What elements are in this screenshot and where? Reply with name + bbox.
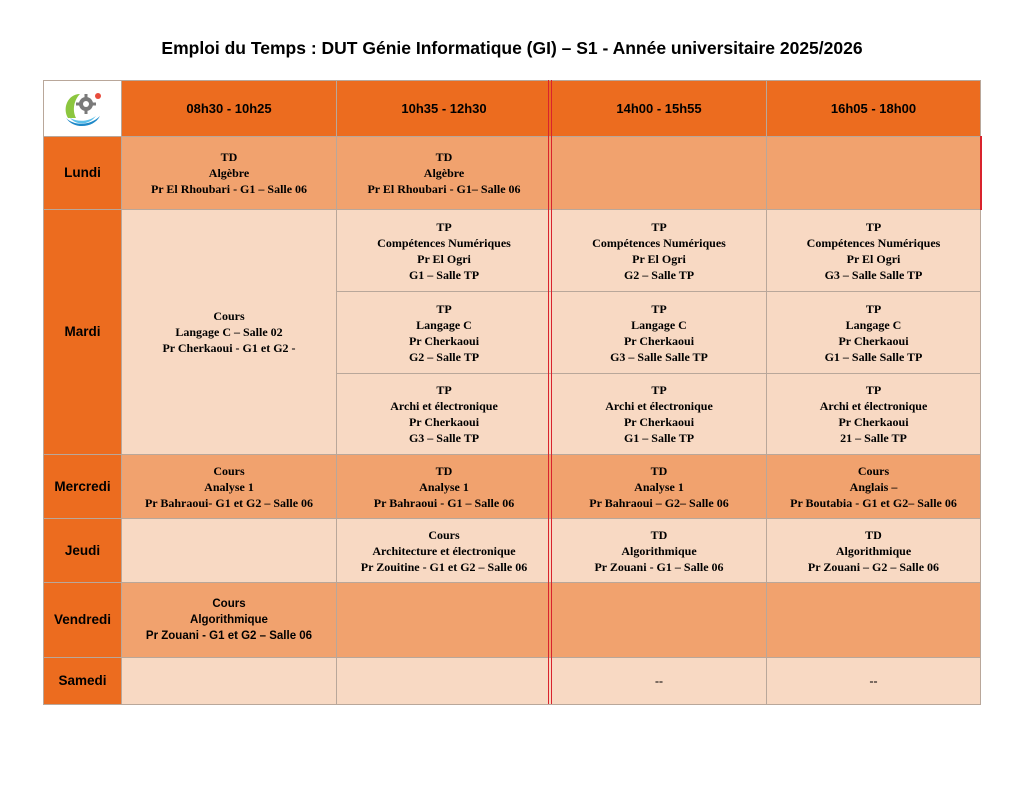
session-mardi-2-b: TP Langage C Pr Cherkaoui G2 – Salle TP [337, 292, 552, 374]
session-mardi-2-c: TP Archi et électronique Pr Cherkaoui G3 – Salle TP [337, 374, 552, 455]
session-mardi-2-a: TP Compétences Numériques Pr El Ogri G1 – Salle TP [337, 210, 552, 292]
session-samedi-3: -- [552, 658, 767, 705]
timetable [43, 80, 981, 705]
day-mercredi: Mercredi [44, 455, 122, 519]
day-jeudi: Jeudi [44, 519, 122, 583]
session-jeudi-1 [122, 519, 337, 583]
session-samedi-4: -- [767, 658, 981, 705]
afternoon-separator-line [548, 80, 549, 704]
session-jeudi-3: TD Algorithmique Pr Zouani - G1 – Salle 06 [552, 519, 767, 583]
session-samedi-1 [122, 658, 337, 705]
session-mercredi-4: Cours Anglais – Pr Boutabia - G1 et G2– Salle 06 [767, 455, 981, 519]
session-jeudi-2: Cours Architecture et électronique Pr Zouitine - G1 et G2 – Salle 06 [337, 519, 552, 583]
session-vendredi-4 [767, 583, 981, 658]
session-lundi-3 [552, 137, 767, 210]
time-slot-3: 14h00 - 15h55 [552, 81, 767, 137]
session-mardi-4-b: TP Langage C Pr Cherkaoui G1 – Salle Salle TP [767, 292, 981, 374]
session-mardi-4-c: TP Archi et électronique Pr Cherkaoui 21 – Salle TP [767, 374, 981, 455]
session-mardi-3-b: TP Langage C Pr Cherkaoui G3 – Salle Salle TP [552, 292, 767, 374]
session-mardi-3-c: TP Archi et électronique Pr Cherkaoui G1 – Salle TP [552, 374, 767, 455]
session-samedi-2 [337, 658, 552, 705]
session-mercredi-3: TD Analyse 1 Pr Bahraoui – G2– Salle 06 [552, 455, 767, 519]
page-title: Emploi du Temps : DUT Génie Informatique (GI) – S1 - Année universitaire 2025/2026 [161, 38, 863, 58]
time-slot-4: 16h05 - 18h00 [767, 81, 981, 137]
day-mardi: Mardi [44, 210, 122, 455]
session-mardi-3-a: TP Compétences Numériques Pr El Ogri G2 – Salle TP [552, 210, 767, 292]
session-vendredi-1: Cours Algorithmique Pr Zouani - G1 et G2 – Salle 06 [122, 583, 337, 658]
afternoon-separator-line-2 [551, 80, 552, 704]
session-mardi-1: Cours Langage C – Salle 02 Pr Cherkaoui - G1 et G2 - [122, 210, 337, 455]
session-lundi-2: TD Algèbre Pr El Rhoubari - G1– Salle 06 [337, 137, 552, 210]
lundi-right-edge-line [980, 136, 982, 210]
session-lundi-4 [767, 137, 981, 210]
session-lundi-1: TD Algèbre Pr El Rhoubari - G1 – Salle 06 [122, 137, 337, 210]
day-samedi: Samedi [44, 658, 122, 705]
session-vendredi-3 [552, 583, 767, 658]
time-slot-2: 10h35 - 12h30 [337, 81, 552, 137]
logo-cell [44, 81, 122, 137]
session-mardi-4-a: TP Compétences Numériques Pr El Ogri G3 – Salle Salle TP [767, 210, 981, 292]
session-mercredi-1: Cours Analyse 1 Pr Bahraoui- G1 et G2 – Salle 06 [122, 455, 337, 519]
time-slot-1: 08h30 - 10h25 [122, 81, 337, 137]
gear-leaf-water-logo-icon [60, 88, 106, 130]
day-vendredi: Vendredi [44, 583, 122, 658]
session-vendredi-2 [337, 583, 552, 658]
day-lundi: Lundi [44, 137, 122, 210]
session-jeudi-4: TD Algorithmique Pr Zouani – G2 – Salle 06 [767, 519, 981, 583]
session-mercredi-2: TD Analyse 1 Pr Bahraoui - G1 – Salle 06 [337, 455, 552, 519]
